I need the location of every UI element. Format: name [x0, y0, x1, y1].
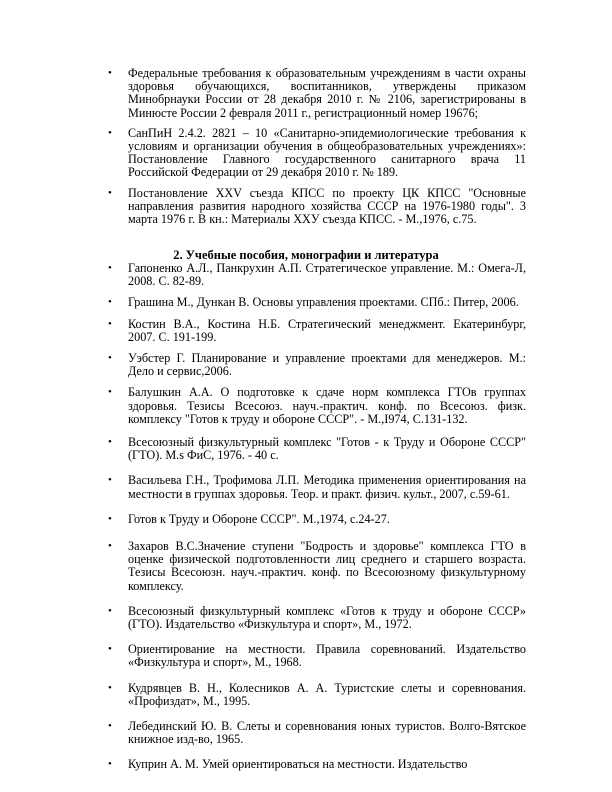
list-item: [108, 540, 526, 593]
list-item: [108, 262, 526, 288]
reference-text: Балушкин А.А. О подготовке к сдаче норм комплекса ГТОв группах здоровья. Тезисы Всесоюз. науч.-практич. конф. по Всесоюз. физк. комплексу "Готов к труду и обороне СССР". - М.,I974, С.131-132.: [128, 385, 526, 426]
list-item: [108, 318, 526, 344]
reference-text: Готов к Труду и Обороне СССР". М.,1974, с.24-27.: [128, 511, 390, 526]
bullet-icon: •: [108, 758, 112, 771]
bullet-icon: •: [108, 720, 112, 733]
reference-text: Лебединский Ю. В. Слеты и соревнования юных туристов. Волго-Вятское книжное изд-во, 1965.: [128, 719, 526, 747]
bullet-icon: •: [108, 681, 112, 694]
bullet-icon: •: [108, 436, 112, 449]
reference-text: Куприн А. М. Умей ориентироваться на местности. Издательство: [128, 757, 468, 772]
bullet-icon: •: [108, 604, 112, 617]
list-item: [108, 474, 526, 500]
bullet-icon: •: [108, 317, 112, 330]
reference-text: Васильева Г.Н., Трофимова Л.П. Методика применения ориентирования на местности в группах здоровья. Теор. и практ. физич. культ., 2007, с.59-61.: [128, 473, 526, 501]
bullet-icon: •: [108, 386, 112, 399]
list-item: [108, 67, 526, 120]
reference-text: СанПиН 2.4.2. 2821 – 10 «Санитарно-эпидемиологические требования к условиям и организации обучения в общеобразовательных учреждениях»: Постановление Главного государственного санитарного врача 11 Российской Федерации от 29 декабря 2010 г. № 189.: [128, 125, 526, 180]
list-item: [108, 720, 526, 746]
list-item: [108, 682, 526, 708]
reference-text: Всесоюзный физкультурный комплекс «Готов к труду и обороне СССР» (ГТО). Издательство «Физкультура и спорт», М., 1972.: [128, 603, 526, 632]
reference-text: Костин В.А., Костина Н.Б. Стратегический менеджмент. Екатеринбург, 2007. С. 191-199.: [128, 316, 526, 344]
bullet-icon: •: [108, 262, 112, 274]
list-item: [108, 296, 526, 309]
reference-text: Уэбстер Г. Планирование и управление проектами для менеджеров. М.: Дело и сервис,2006.: [128, 351, 526, 379]
section-heading: 2. Учебные пособия, монографии и литература: [173, 248, 439, 262]
list-item: [108, 187, 526, 227]
list-item: [108, 643, 526, 669]
bullet-icon: •: [108, 643, 112, 656]
bullet-icon: •: [108, 474, 112, 487]
bullet-icon: •: [108, 296, 112, 309]
list-item: [108, 513, 526, 526]
bullet-icon: •: [108, 186, 112, 199]
list-item: [108, 127, 526, 180]
reference-text: Ориентирование на местности. Правила соревнований. Издательство «Физкультура и спорт», М., 1968.: [128, 642, 526, 670]
reference-text: Федеральные требования к образовательным учреждениям в части охраны здоровья обучающихся, воспитанников, утверждены приказом Минобрнауки России от 28 декабря 2010 г. № 2106, зарегистрированы в Минюсте России 2 февраля 2011 г., регистрационный номер 19676;: [128, 66, 526, 120]
list-item: [108, 352, 526, 378]
reference-text: Всесоюзный физкультурный комплекс "Готов - к Труду и Обороне СССР" (ГТО). M.s ФиС, 1976. - 40 с.: [128, 435, 526, 463]
bullet-icon: •: [108, 512, 112, 525]
bullet-icon: •: [108, 67, 112, 79]
list-item: [108, 758, 526, 771]
legal-acts-list: [108, 67, 526, 233]
reference-text: Постановление XXV съезда КПСС по проекту ЦК КПСС "Основные направления развития народного хозяйства СССР на 1976-1980 годы". 3 марта 1976 г. В кн.: Материалы XXУ съезда КПСС. - М.,1976, с.75.: [128, 185, 526, 227]
bullet-icon: •: [108, 540, 112, 553]
bullet-icon: •: [108, 352, 112, 365]
bullet-icon: •: [108, 126, 112, 139]
reference-text: Гапоненко А.Л., Панкрухин А.П. Стратегическое управление. М.: Омега-Л, 2008. С. 82-89.: [128, 261, 526, 289]
list-item: [108, 605, 526, 631]
list-item: [108, 386, 526, 426]
reference-text: Грашина М., Дункан В. Основы управления проектами. СПб.: Питер, 2006.: [128, 295, 519, 310]
literature-list: [108, 262, 526, 772]
list-item: [108, 436, 526, 462]
reference-text: Захаров В.С.Значение ступени "Бодрость и здоровье" комплекса ГТО в оценке физической подготовленности лиц среднего и старшего возраста. Тезисы Всесоюзн. науч.-практич. конф. по Всесоюзному физкультурному комплексу.: [128, 539, 526, 593]
reference-text: Кудрявцев В. Н., Колесников А. А. Туристские слеты и соревнования. «Профиздат», М., 1995.: [128, 680, 526, 708]
